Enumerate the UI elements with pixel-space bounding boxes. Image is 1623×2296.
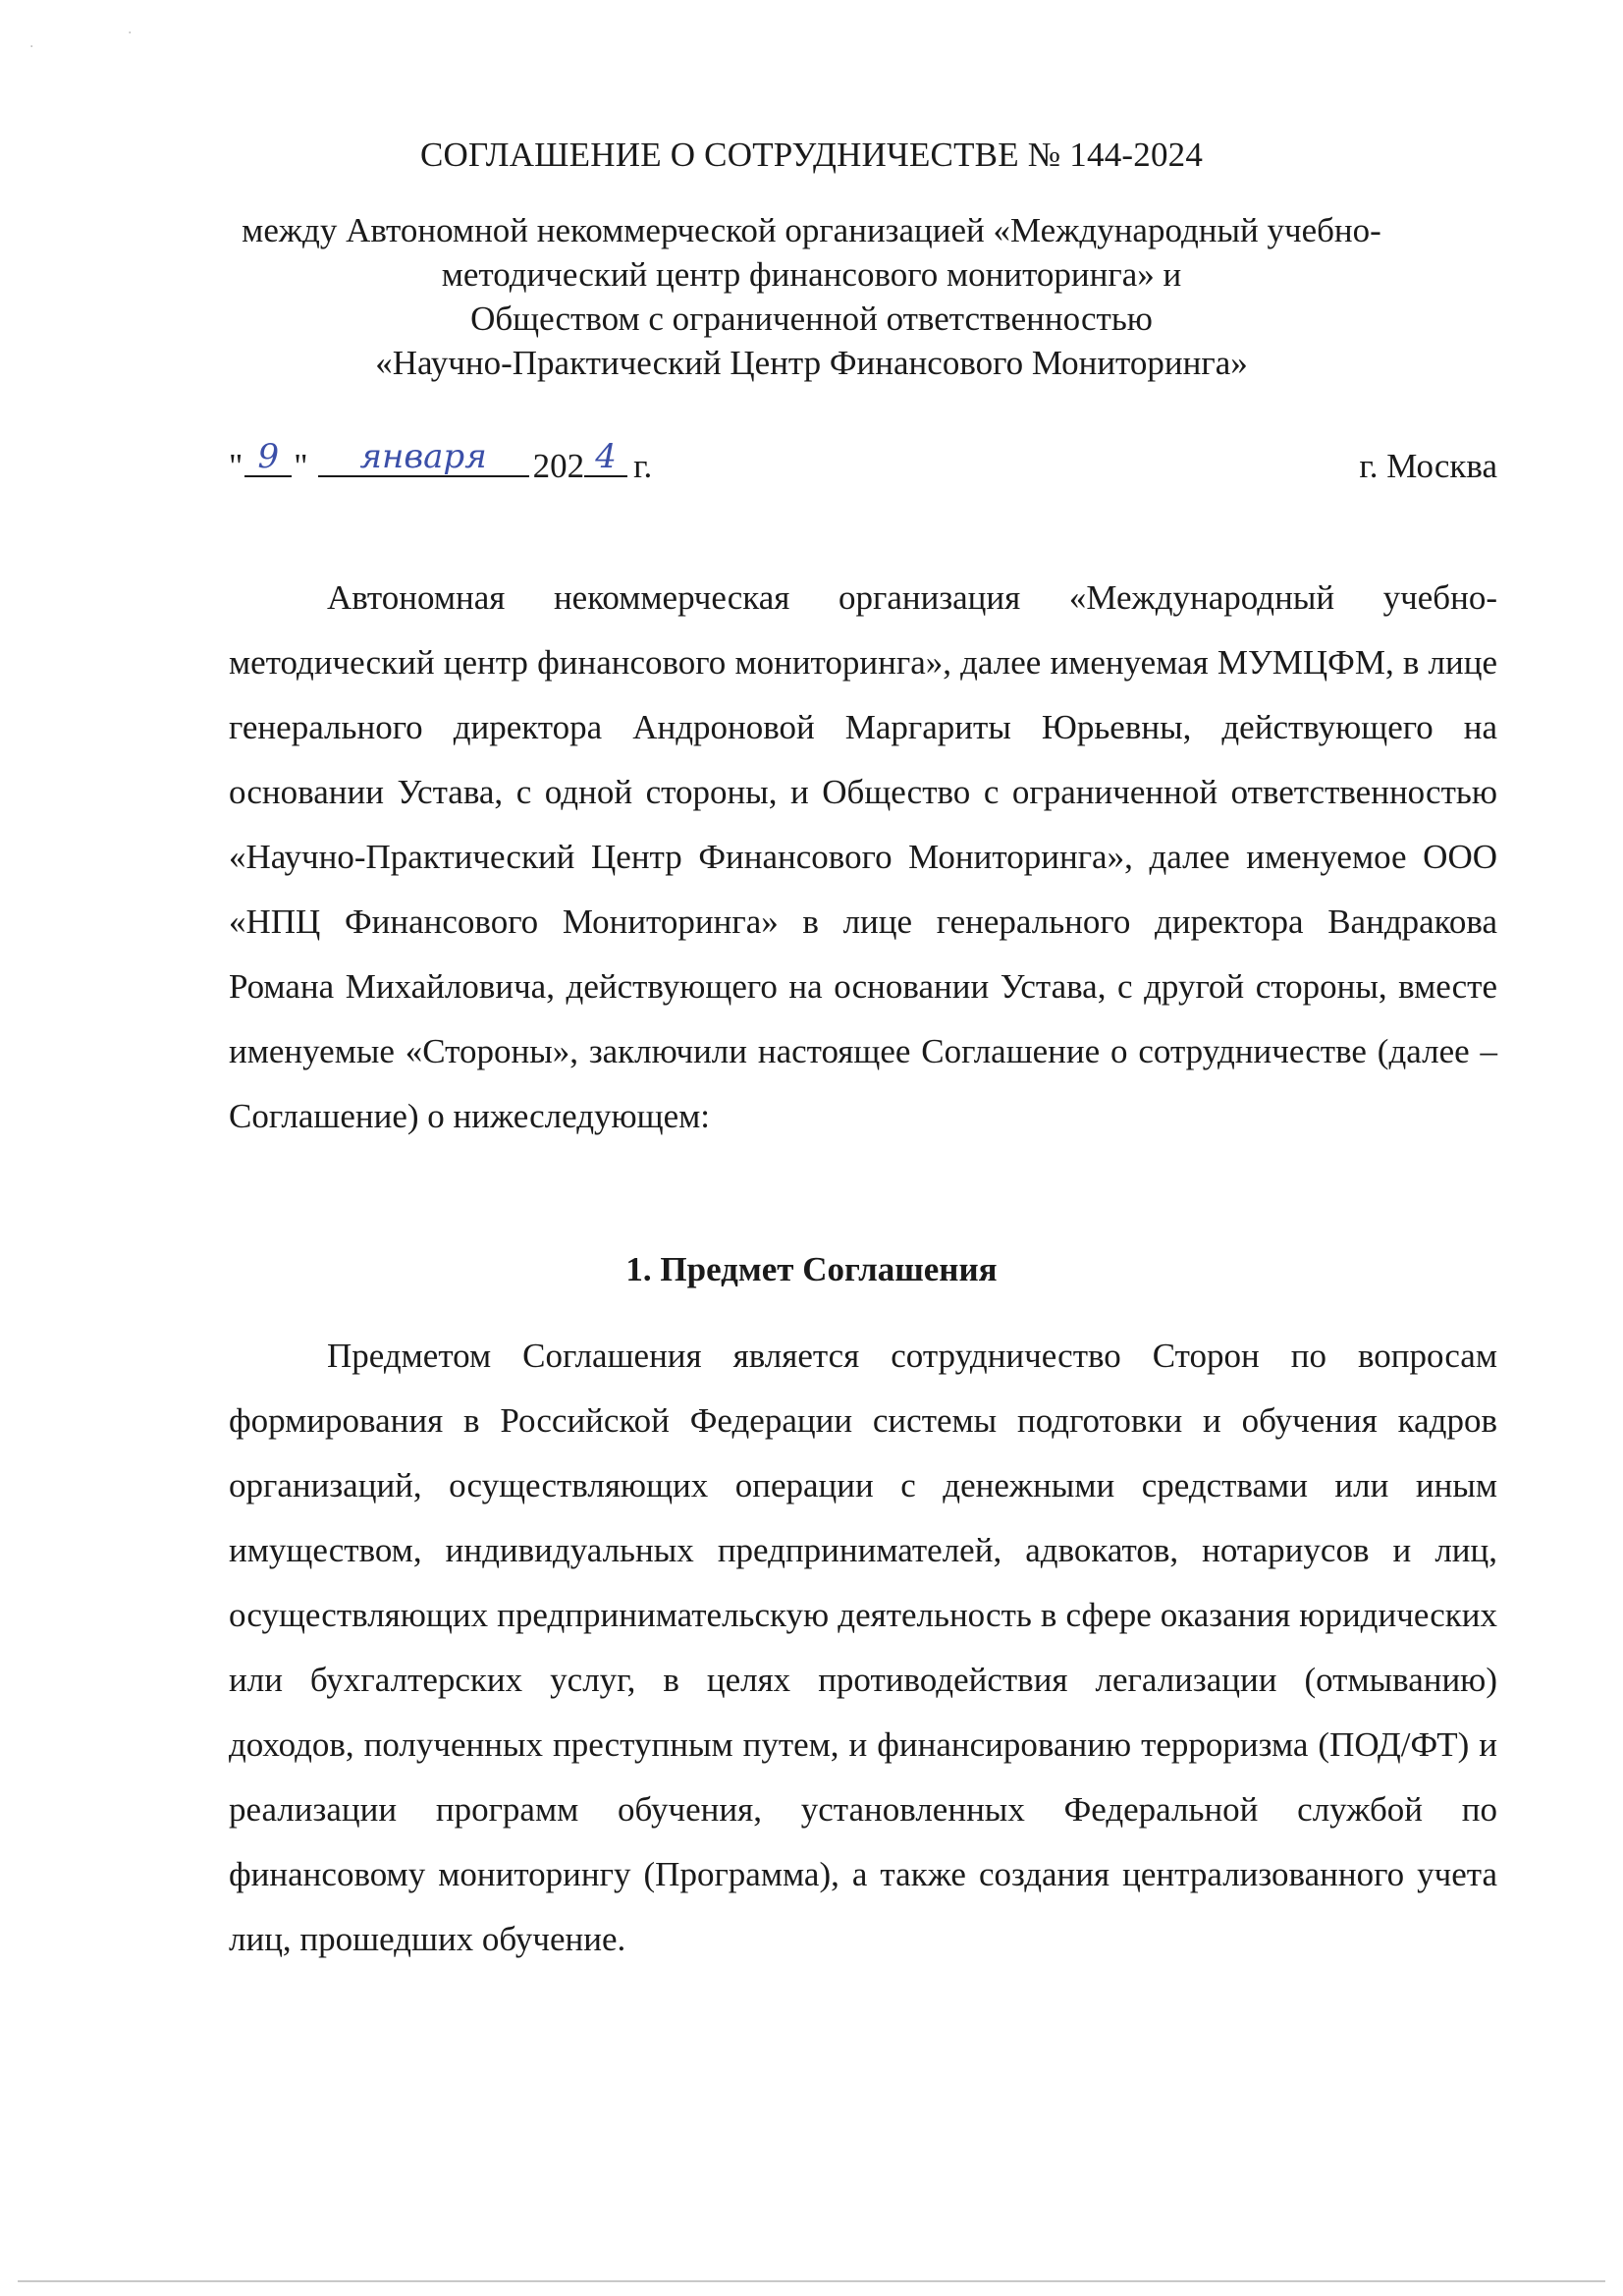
parties-line: между Автономной некоммерческой организацией «Международный учебно-	[242, 211, 1381, 249]
date-quote-close: "	[294, 447, 308, 485]
section-1-heading: 1. Предмет Соглашения	[625, 1250, 998, 1288]
document-title: СОГЛАШЕНИЕ О СОТРУДНИЧЕСТВЕ № 144-2024	[419, 136, 1204, 174]
parties-line: «Научно-Практический Центр Финансового Мониторинга»	[375, 344, 1248, 382]
scan-bottom-edge	[18, 2280, 1605, 2282]
year-prefix: 202	[532, 447, 585, 485]
section-1-paragraph: Предметом Соглашения является сотрудничество Сторон по вопросам формирования в Российской Федерации системы подготовки и обучения кадров организаций, осуществляющих операции с денежными средствами или иным имуществом, индивидуальных предпринимателей, адвокатов, нотариусов и лиц, осуществляющих предпринимательскую деятельность в сфере оказания юридических или бухгалтерских услуг, в целях противодействия легализации (отмыванию) доходов, полученных преступным путем, и финансированию терроризма (ПОД/ФТ) и реализации программ обучения, установленных Федеральной службой по финансовому мониторингу (Программа), а также создания централизованного учета лиц, прошедших обучение.	[229, 1337, 1497, 1958]
scan-speck: ·	[29, 39, 34, 55]
handwritten-day: 9	[257, 437, 280, 476]
parties-block	[0, 208, 1623, 385]
parties-line: Обществом с ограниченной ответственностью	[470, 300, 1153, 338]
handwritten-year-digit: 4	[595, 437, 617, 476]
year-suffix: г.	[633, 447, 653, 485]
agreement-city: г. Москва	[1359, 447, 1497, 485]
parties-line: методический центр финансового мониторинга» и	[441, 255, 1182, 294]
handwritten-month: января	[359, 437, 487, 476]
agreement-date	[229, 437, 653, 491]
day-blank	[244, 437, 292, 477]
date-city-line	[229, 437, 1497, 491]
date-quote-open: "	[229, 447, 243, 485]
intro-paragraph: Автономная некоммерческая организация «Международный учебно-методический центр финансового мониторинга», далее именуемая МУМЦФМ, в лице генерального директора Андроновой Маргариты Юрьевны, действующего на основании Устава, с одной стороны, и Общество с ограниченной ответственностью «Научно-Практический Центр Финансового Мониторинга», далее именуемое ООО «НПЦ Финансового Мониторинга» в лице генерального директора Вандракова Романа Михайловича, действующего на основании Устава, с другой стороны, вместе именуемые «Стороны», заключили настоящее Соглашение о сотрудничестве (далее – Соглашение) о нижеследующем:	[229, 578, 1497, 1135]
scan-speck: ·	[128, 26, 133, 41]
month-blank	[318, 437, 529, 477]
year-digit-blank	[584, 437, 627, 477]
